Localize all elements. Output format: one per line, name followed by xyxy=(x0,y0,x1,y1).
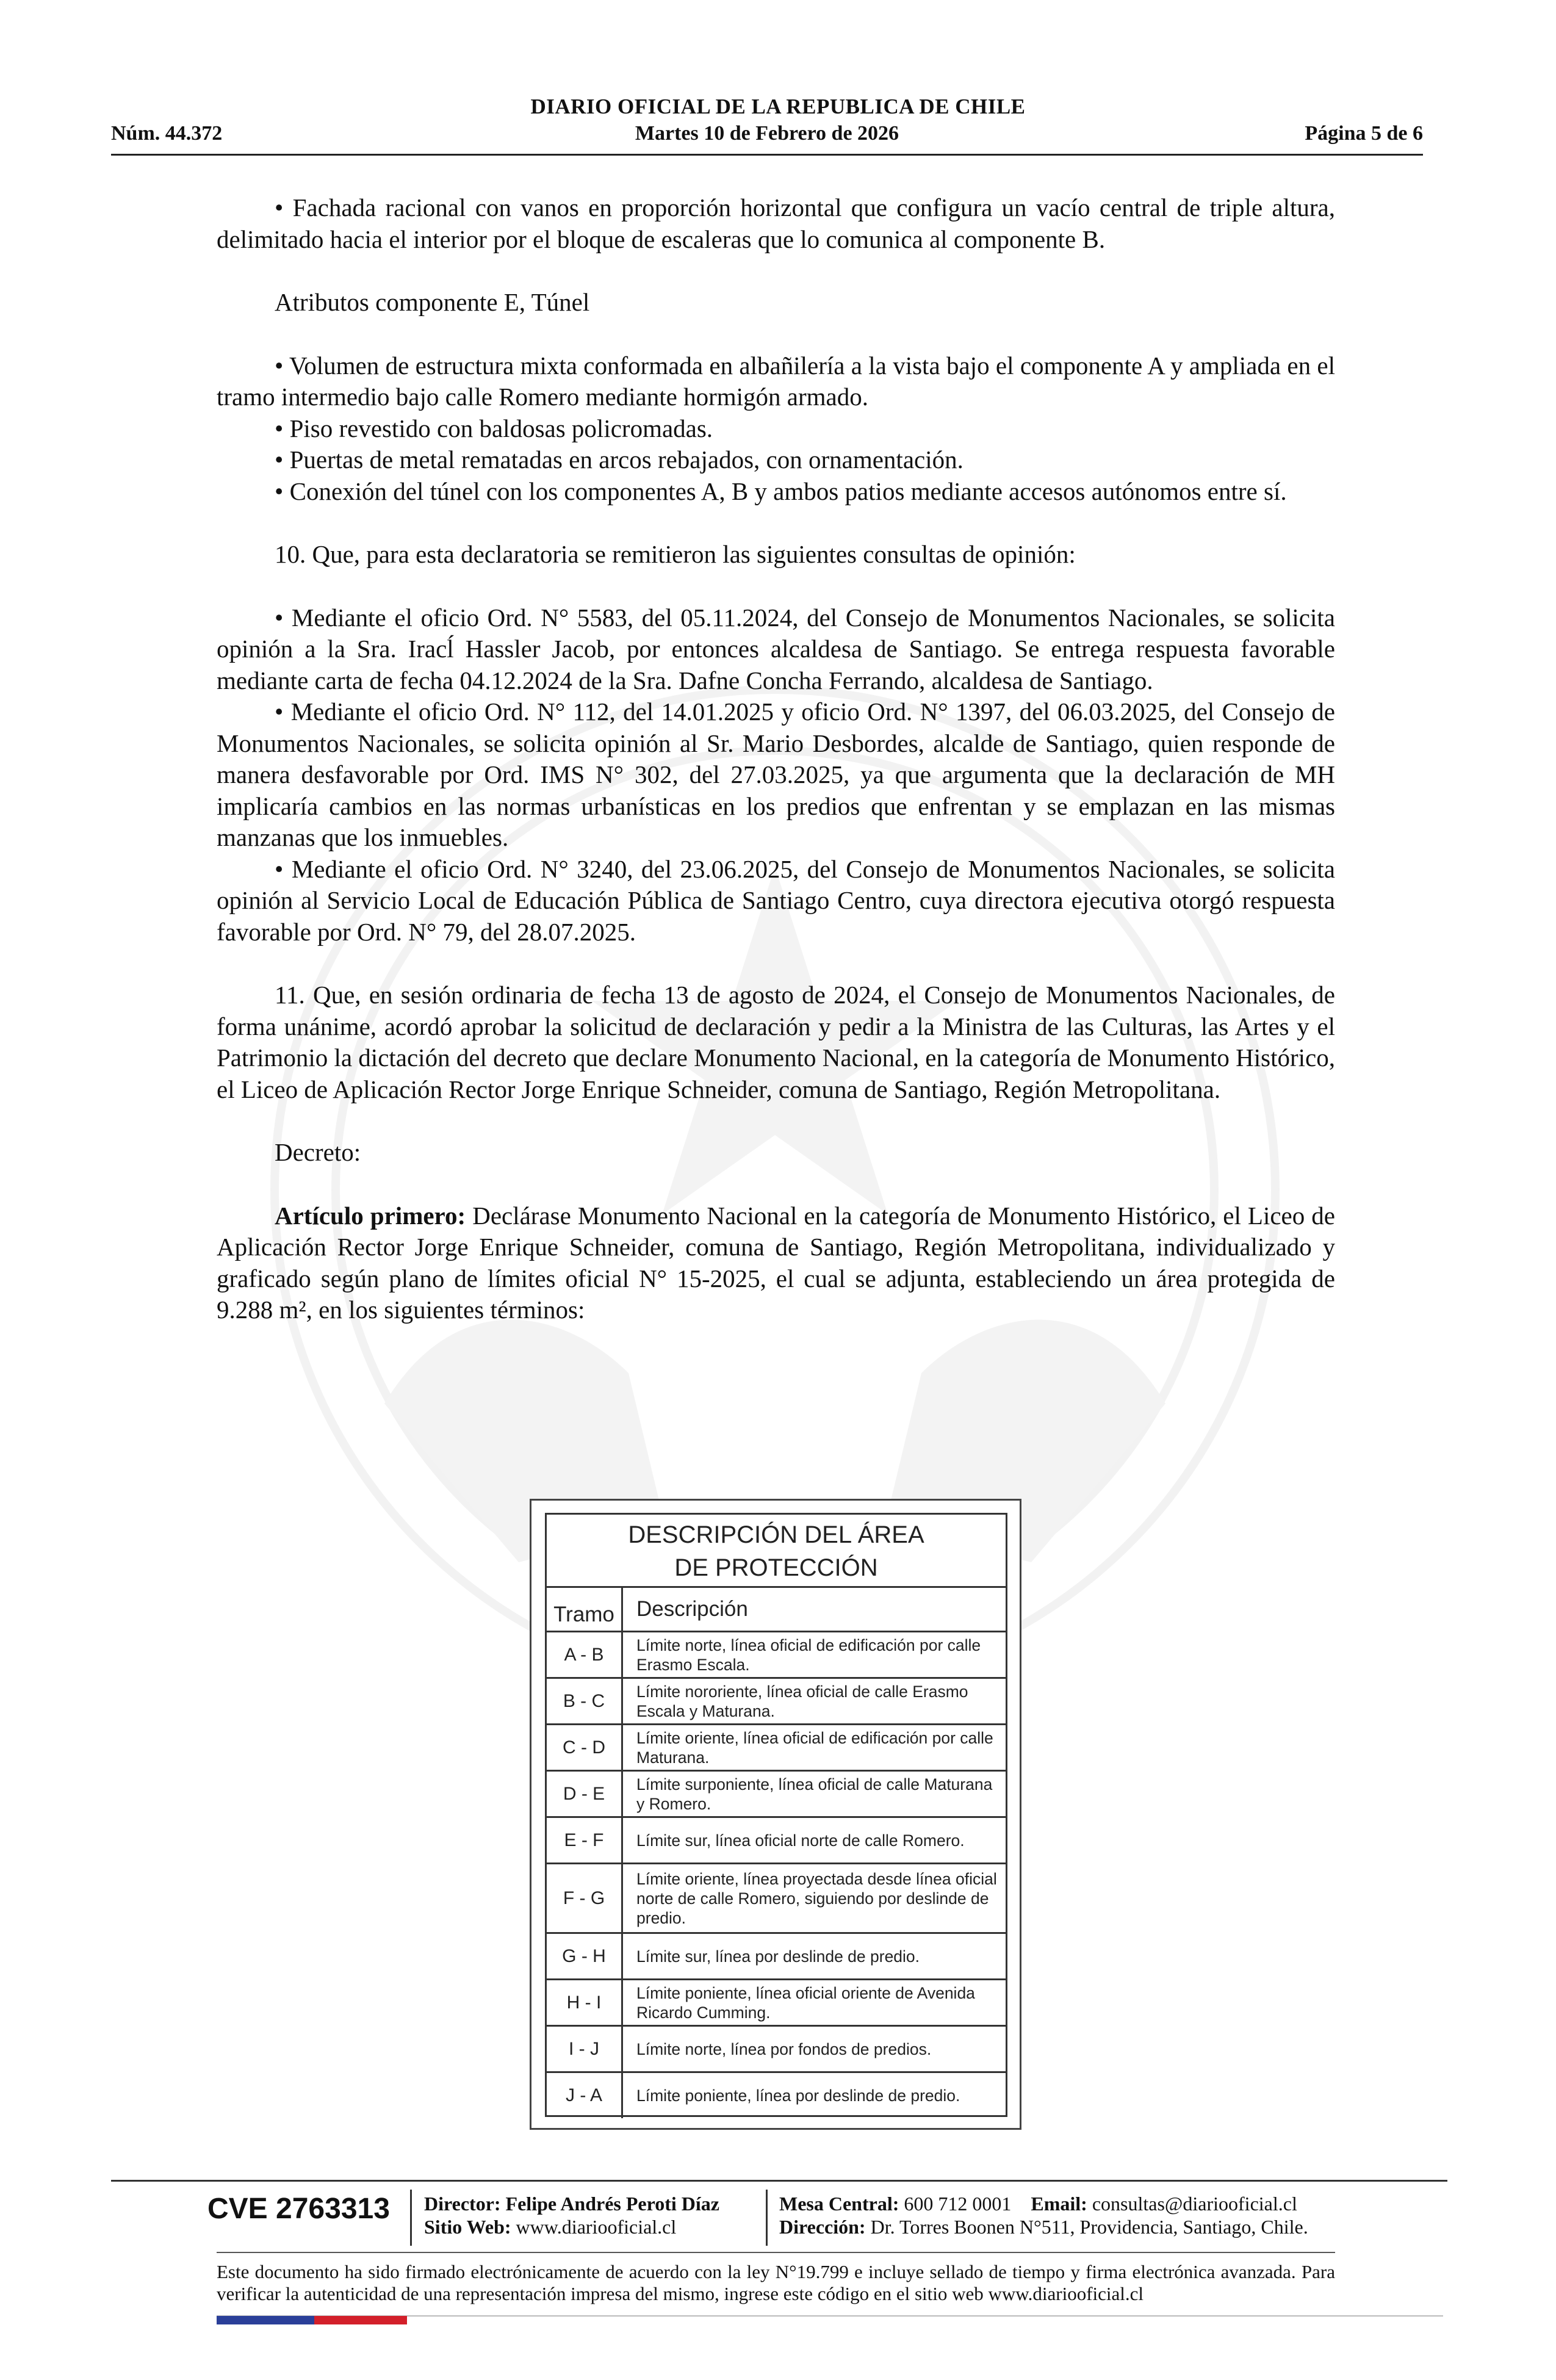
table-row xyxy=(547,1679,1006,1725)
table-row xyxy=(547,1818,1006,1864)
paragraph: • Mediante el oficio Ord. N° 112, del 14.01.2025 y oficio Ord. N° 1397, del 06.03.2025, del Consejo de Monumentos Nacionales, se solicita opinión al Sr. Mario Desbordes, alcalde de Santiago, quien responde de manera desfavorable por Ord. IMS N° 302, del 27.03.2025, ya que argumenta que la declaración de MH implicaría cambios en las normas urbanísticas en los predios que enfrentan y se emplazan en las mismas manzanas que los inmuebles. xyxy=(217,698,1335,851)
section-heading: Atributos componente E, Túnel xyxy=(275,288,590,316)
description-cell: Límite norte, línea por fondos de predios. xyxy=(636,2039,932,2058)
tramo-cell: F - G xyxy=(547,1864,623,1932)
paragraph: • Conexión del túnel con los componentes A, B y ambos patios mediante accesos autónomos entre sí. xyxy=(275,477,1287,505)
journal-title: DIARIO OFICIAL DE LA REPUBLICA DE CHILE xyxy=(530,95,1026,118)
tramo-cell: H - I xyxy=(547,1980,623,2025)
document-body xyxy=(217,192,1335,1326)
column-header-descripcion: Descripción xyxy=(636,1597,748,1621)
paragraph: • Mediante el oficio Ord. N° 5583, del 05.11.2024, del Consejo de Monumentos Nacionales, se solicita opinión a la Sra. Iracĺ Hassler Jacob, por entonces alcaldesa de Santiago. Se entrega respuesta favorable mediante carta de fecha 04.12.2024 de la Sra. Dafne Concha Ferrando, alcaldesa de Santiago. xyxy=(217,603,1335,694)
footer-divider xyxy=(410,2190,412,2246)
tramo-cell: B - C xyxy=(547,1679,623,1723)
tramo-cell: G - H xyxy=(547,1934,623,1978)
table-inner xyxy=(545,1513,1007,2117)
address-text: Dr. Torres Boonen N°511, Providencia, Santiago, Chile. xyxy=(870,2216,1308,2238)
flag-stripe-red xyxy=(314,2316,407,2324)
protection-area-table xyxy=(530,1499,1021,2130)
footer-contact-block xyxy=(779,2192,1308,2238)
mesa-phone: 600 712 0001 xyxy=(904,2193,1012,2215)
tramo-cell: D - E xyxy=(547,1772,623,1816)
table-header xyxy=(547,1588,1006,1632)
description-cell: Límite sur, línea por deslinde de predio. xyxy=(636,1947,920,1966)
tramo-cell: E - F xyxy=(547,1818,623,1863)
description-cell: Límite poniente, línea por deslinde de predio. xyxy=(636,2086,960,2105)
address-label: Dirección: xyxy=(779,2216,866,2238)
footer-rule xyxy=(111,2180,1447,2182)
column-header-tramo: Tramo xyxy=(547,1588,623,1631)
table-row xyxy=(547,2073,1006,2118)
page-number: Página 5 de 6 xyxy=(1305,122,1423,145)
paragraph: • Piso revestido con baldosas policromadas. xyxy=(275,414,713,442)
decree-heading: Decreto: xyxy=(275,1138,361,1166)
footer-director-block xyxy=(424,2192,719,2238)
table-row xyxy=(547,1725,1006,1772)
description-cell: Límite oriente, línea proyectada desde línea oficial norte de calle Romero, siguiendo por deslinde de predio. xyxy=(636,1869,997,1927)
table-row xyxy=(547,1980,1006,2027)
email-link[interactable]: consultas@diariooficial.cl xyxy=(1092,2193,1297,2215)
paragraph: • Mediante el oficio Ord. N° 3240, del 23.06.2025, del Consejo de Monumentos Nacionales, se solicita opinión al Servicio Local de Educación Pública de Santiago Centro, cuya directora ejecutiva otorgó respuesta favorable por Ord. N° 79, del 28.07.2025. xyxy=(217,854,1335,946)
issue-date: Martes 10 de Febrero de 2026 xyxy=(635,122,899,145)
director-label: Director: xyxy=(424,2193,501,2215)
description-cell: Límite nororiente, línea oficial de calle Erasmo Escala y Maturana. xyxy=(636,1682,968,1720)
article-paragraph xyxy=(217,1200,1335,1326)
article-label: Artículo primero: xyxy=(275,1201,466,1230)
paragraph: • Fachada racional con vanos en proporción horizontal que configura un vacío central de triple altura, delimitado hacia el interior por el bloque de escaleras que lo comunica al componente B. xyxy=(217,193,1335,253)
tramo-cell: A - B xyxy=(547,1632,623,1677)
issue-number: Núm. 44.372 xyxy=(111,122,223,145)
footer-separator xyxy=(217,2252,1335,2253)
table-row xyxy=(547,1772,1006,1818)
mesa-label: Mesa Central: xyxy=(779,2193,899,2215)
website-label: Sitio Web: xyxy=(424,2216,511,2238)
cve-code: CVE 2763313 xyxy=(207,2193,390,2225)
table-row xyxy=(547,2027,1006,2073)
tramo-cell: I - J xyxy=(547,2027,623,2071)
paragraph: 11. Que, en sesión ordinaria de fecha 13 de agosto de 2024, el Consejo de Monumentos Nacionales, de forma unánime, acordó aprobar la solicitud de declaración y pedir a la Ministra de las Culturas, las Artes y el Patrimonio la dictación del decreto que declare Monumento Nacional, en la categoría de Monumento Histórico, el Liceo de Aplicación Rector Jorge Enrique Schneider, comuna de Santiago, Región Metropolitana. xyxy=(217,981,1335,1103)
flag-stripe-blue xyxy=(217,2316,314,2324)
footer-divider xyxy=(766,2190,768,2246)
table-row xyxy=(547,1632,1006,1679)
website-link[interactable]: www.diariooficial.cl xyxy=(516,2216,677,2238)
description-cell: Límite norte, línea oficial de edificación por calle Erasmo Escala. xyxy=(636,1635,981,1674)
director-name: Felipe Andrés Peroti Díaz xyxy=(505,2193,719,2215)
description-cell: Límite oriente, línea oficial de edificación por calle Maturana. xyxy=(636,1728,993,1767)
signature-notice: Este documento ha sido firmado electrónicamente de acuerdo con la ley N°19.799 e incluye sellado de tiempo y firma electrónica avanzada. Para verificar la autenticidad de una representación impresa del mismo, ingrese este código en el sitio web www.diariooficial.cl xyxy=(217,2261,1335,2304)
table-title-line: DE PROTECCIÓN xyxy=(674,1554,878,1581)
paragraph: • Puertas de metal rematadas en arcos rebajados, con ornamentación. xyxy=(275,445,963,474)
description-cell: Límite poniente, línea oficial oriente de Avenida Ricardo Cumming. xyxy=(636,1983,975,2022)
header-rule xyxy=(111,154,1423,156)
tramo-cell: J - A xyxy=(547,2073,623,2118)
table-row xyxy=(547,1864,1006,1934)
table-title-line: DESCRIPCIÓN DEL ÁREA xyxy=(628,1521,924,1548)
email-label: Email: xyxy=(1031,2193,1087,2215)
article-text: Declárase Monumento Nacional en la categoría de Monumento Histórico, el Liceo de Aplicación Rector Jorge Enrique Schneider, comuna de Santiago, Región Metropolitana, individualizado y graficado según plano de límites oficial N° 15-2025, el cual se adjunta, estableciendo un área protegida de 9.288 m², en los siguientes términos: xyxy=(217,1201,1335,1324)
tramo-cell: C - D xyxy=(547,1725,623,1770)
table-title xyxy=(547,1515,1006,1588)
paragraph: 10. Que, para esta declaratoria se remitieron las siguientes consultas de opinión: xyxy=(275,540,1076,568)
description-cell: Límite sur, línea oficial norte de calle Romero. xyxy=(636,1831,965,1850)
table-row xyxy=(547,1934,1006,1980)
paragraph: • Volumen de estructura mixta conformada en albañilería a la vista bajo el componente A y ampliada en el tramo intermedio bajo calle Romero mediante hormigón armado. xyxy=(217,351,1335,411)
description-cell: Límite surponiente, línea oficial de calle Maturana y Romero. xyxy=(636,1775,993,1813)
